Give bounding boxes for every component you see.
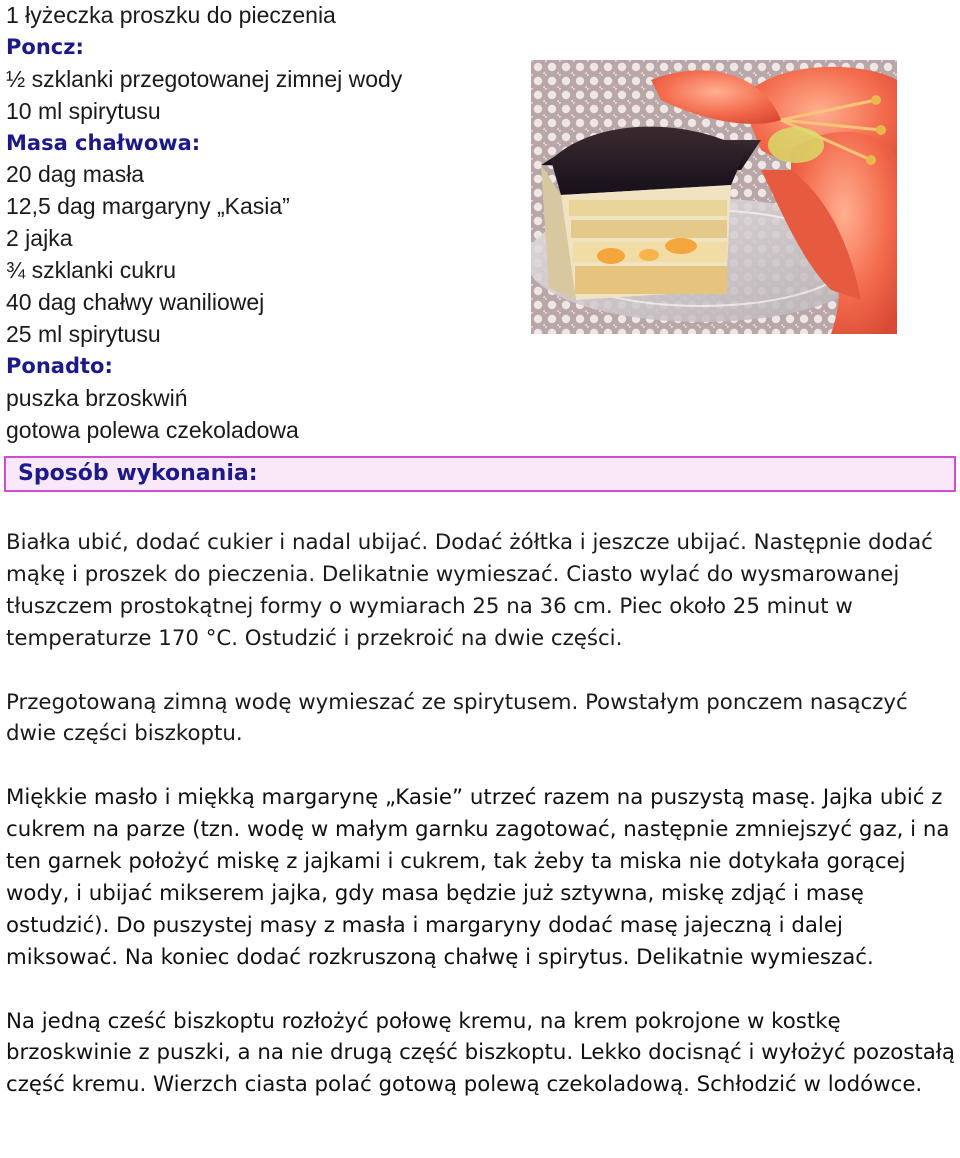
ingredient-item: 12,5 dag margaryny „Kasia” [6, 193, 290, 220]
ingredient-item: 1 łyżeczka proszku do pieczenia [6, 2, 336, 28]
ingredient-item: 25 ml spirytusu [6, 320, 161, 347]
preparation-steps [6, 527, 956, 1101]
ingredient-item: 10 ml spirytusu [6, 97, 161, 124]
section-header-bar [4, 456, 956, 492]
ingredient-item: 20 dag masła [6, 161, 145, 188]
ingredient-item: 2 jajka [6, 225, 73, 252]
ingredients-heading-masa: Masa chałwowa: [6, 130, 201, 155]
ingredient-item: gotowa polewa czekoladowa [6, 416, 299, 443]
ingredients-heading-ponadto: Ponadto: [6, 353, 113, 378]
ingredients-heading-poncz: Poncz: [6, 34, 84, 59]
section-title: Sposób wykonania: [18, 461, 258, 486]
ingredient-item: puszka brzoskwiń [6, 384, 188, 411]
step-paragraph-2: Przegotowaną zimną wodę wymieszać ze spirytusem. Powstałym ponczem nasączyć dwie części biszkoptu. [6, 689, 908, 747]
ingredient-item: ½ szklanki przegotowanej zimnej wody [6, 65, 403, 92]
step-paragraph-4: Na jedną cześć biszkoptu rozłożyć połowę kremu, na krem pokrojone w kostkę brzoskwinie z puszki, a na nie drugą część biszkoptu. Lekko docisnąć i wyłożyć pozostałą część kremu. Wierzch ciasta polać gotową polewą czekoladową. Schłodzić w lodówce. [6, 1008, 955, 1098]
cake-photo [531, 60, 897, 334]
ingredient-item: ¾ szklanki cukru [6, 257, 177, 284]
step-paragraph-1: Białka ubić, dodać cukier i nadal ubijać. Dodać żółtka i jeszcze ubijać. Następnie dodać mąkę i proszek do pieczenia. Delikatnie wymieszać. Ciasto wylać do wysmarowanej tłuszczem prostokątnej formy o wymiarach 25 na 36 cm. Piec około 25 minut w temperaturze 170 °C. Ostudzić i przekroić na dwie części. [6, 530, 933, 651]
ingredients-list [6, 0, 526, 446]
ingredient-item: 40 dag chałwy waniliowej [6, 289, 265, 316]
step-paragraph-3: Miękkie masło i miękką margarynę „Kasie” utrzeć razem na puszystą masę. Jajka ubić z cukrem na parze (tzn. wodę w małym garnku zagotować, następnie zmniejszyć gaz, i na ten garnek położyć miskę z jajkami i cukrem, tak żeby ta miska nie dotykała gorącej wody, i ubijać mikserem jajka, gdy masa będzie już sztywna, miskę zdjąć i masę ostudzić). Do puszystej masy z masła i margaryny dodać masę jajeczną i dalej miksować. Na koniec dodać rozkruszoną chałwę i spirytus. Delikatnie wymieszać. [6, 785, 950, 970]
